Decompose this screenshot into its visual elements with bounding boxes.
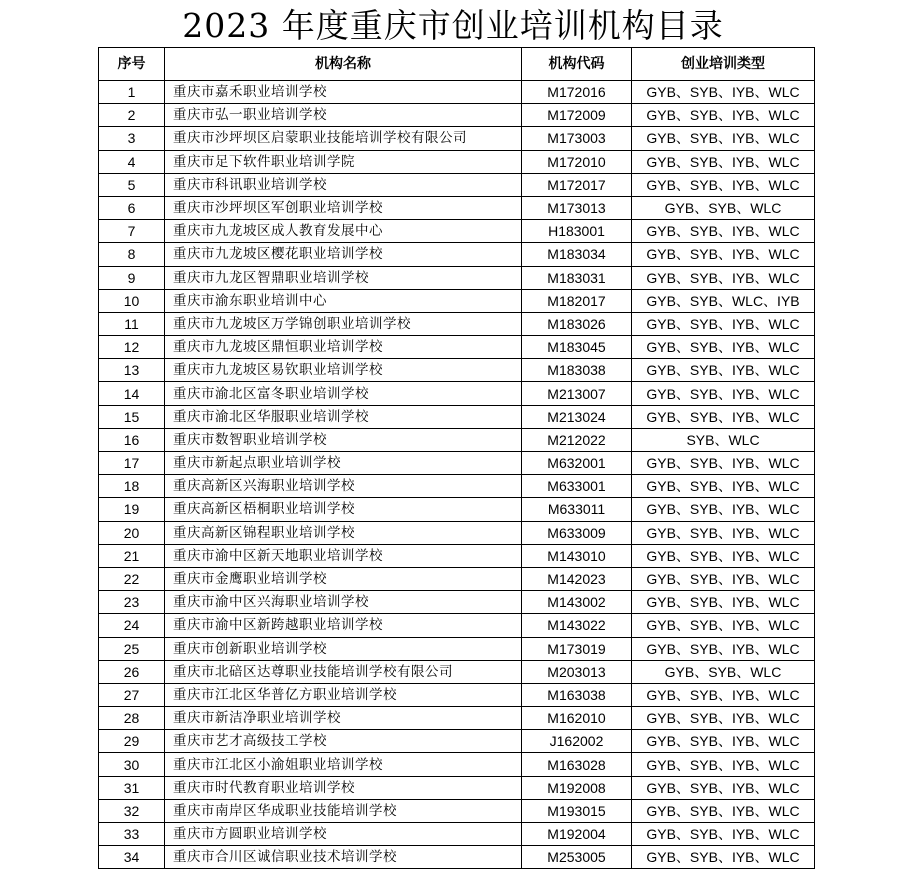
table-row <box>99 382 815 405</box>
table-row <box>99 127 815 150</box>
training-type: GYB、SYB、IYB、WLC <box>632 614 815 637</box>
institution-code: M173013 <box>522 196 632 219</box>
institution-code: M193015 <box>522 799 632 822</box>
table-row <box>99 753 815 776</box>
table-header-row <box>99 48 815 81</box>
row-index: 29 <box>99 730 165 753</box>
institution-code: M142023 <box>522 567 632 590</box>
training-type: GYB、SYB、IYB、WLC <box>632 243 815 266</box>
institution-name: 重庆市江北区小渝姐职业培训学校 <box>165 753 522 776</box>
training-type: GYB、SYB、IYB、WLC <box>632 336 815 359</box>
table-body <box>99 81 815 869</box>
table-row <box>99 567 815 590</box>
row-index: 19 <box>99 498 165 521</box>
training-type: GYB、SYB、IYB、WLC <box>632 823 815 846</box>
training-type: GYB、SYB、IYB、WLC <box>632 753 815 776</box>
institution-name: 重庆市新洁净职业培训学校 <box>165 707 522 730</box>
institution-name: 重庆市弘一职业培训学校 <box>165 104 522 127</box>
institution-code: M173019 <box>522 637 632 660</box>
row-index: 17 <box>99 452 165 475</box>
table-row <box>99 637 815 660</box>
institution-code: M632001 <box>522 452 632 475</box>
row-index: 11 <box>99 312 165 335</box>
institution-code: M172016 <box>522 81 632 104</box>
institution-name: 重庆市九龙坡区易钦职业培训学校 <box>165 359 522 382</box>
training-type: GYB、SYB、IYB、WLC <box>632 730 815 753</box>
training-type: GYB、SYB、IYB、WLC <box>632 220 815 243</box>
training-type: GYB、SYB、IYB、WLC <box>632 359 815 382</box>
table-row <box>99 544 815 567</box>
row-index: 28 <box>99 707 165 730</box>
institution-name: 重庆市合川区诚信职业技术培训学校 <box>165 846 522 869</box>
training-type: GYB、SYB、IYB、WLC <box>632 591 815 614</box>
row-index: 31 <box>99 776 165 799</box>
institution-code: M633001 <box>522 475 632 498</box>
row-index: 4 <box>99 150 165 173</box>
header-name: 机构名称 <box>165 48 522 81</box>
table-row <box>99 220 815 243</box>
table-row <box>99 243 815 266</box>
table-row <box>99 312 815 335</box>
institution-code: M173003 <box>522 127 632 150</box>
row-index: 24 <box>99 614 165 637</box>
page-title: 2023 年度重庆市创业培训机构目录 <box>182 6 724 45</box>
institution-name: 重庆市沙坪坝区军创职业培训学校 <box>165 196 522 219</box>
row-index: 15 <box>99 405 165 428</box>
institution-code: M253005 <box>522 846 632 869</box>
institution-name: 重庆市时代教育职业培训学校 <box>165 776 522 799</box>
institution-code: H183001 <box>522 220 632 243</box>
table-row <box>99 452 815 475</box>
institution-code: M163038 <box>522 683 632 706</box>
institution-name: 重庆市创新职业培训学校 <box>165 637 522 660</box>
institution-code: M172009 <box>522 104 632 127</box>
institution-name: 重庆市嘉禾职业培训学校 <box>165 81 522 104</box>
table-row <box>99 81 815 104</box>
training-type: GYB、SYB、IYB、WLC <box>632 266 815 289</box>
row-index: 10 <box>99 289 165 312</box>
training-type: GYB、SYB、IYB、WLC <box>632 312 815 335</box>
institution-name: 重庆市新起点职业培训学校 <box>165 452 522 475</box>
institution-code: M633011 <box>522 498 632 521</box>
institution-code: M183026 <box>522 312 632 335</box>
table-row <box>99 266 815 289</box>
row-index: 21 <box>99 544 165 567</box>
row-index: 2 <box>99 104 165 127</box>
row-index: 32 <box>99 799 165 822</box>
row-index: 9 <box>99 266 165 289</box>
table-row <box>99 521 815 544</box>
institution-table <box>98 47 815 869</box>
table-row <box>99 289 815 312</box>
institution-code: M212022 <box>522 428 632 451</box>
training-type: GYB、SYB、IYB、WLC <box>632 799 815 822</box>
institution-name: 重庆市渝中区新天地职业培训学校 <box>165 544 522 567</box>
institution-code: M183034 <box>522 243 632 266</box>
institution-name: 重庆市九龙坡区樱花职业培训学校 <box>165 243 522 266</box>
row-index: 3 <box>99 127 165 150</box>
row-index: 16 <box>99 428 165 451</box>
training-type: GYB、SYB、IYB、WLC <box>632 452 815 475</box>
table-row <box>99 730 815 753</box>
institution-name: 重庆市渝中区新跨越职业培训学校 <box>165 614 522 637</box>
institution-code: M183045 <box>522 336 632 359</box>
institution-name: 重庆市沙坪坝区启蒙职业技能培训学校有限公司 <box>165 127 522 150</box>
table-row <box>99 776 815 799</box>
row-index: 12 <box>99 336 165 359</box>
row-index: 33 <box>99 823 165 846</box>
row-index: 23 <box>99 591 165 614</box>
table-row <box>99 799 815 822</box>
training-type: GYB、SYB、IYB、WLC <box>632 776 815 799</box>
row-index: 18 <box>99 475 165 498</box>
training-type: GYB、SYB、IYB、WLC <box>632 544 815 567</box>
training-type: GYB、SYB、IYB、WLC <box>632 498 815 521</box>
institution-name: 重庆高新区锦程职业培训学校 <box>165 521 522 544</box>
training-type: GYB、SYB、IYB、WLC <box>632 567 815 590</box>
institution-name: 重庆市金鹰职业培训学校 <box>165 567 522 590</box>
table-row <box>99 359 815 382</box>
table-row <box>99 846 815 869</box>
institution-code: M163028 <box>522 753 632 776</box>
institution-code: M143022 <box>522 614 632 637</box>
row-index: 22 <box>99 567 165 590</box>
institution-name: 重庆市科讯职业培训学校 <box>165 173 522 196</box>
table-row <box>99 104 815 127</box>
institution-name: 重庆市九龙区智鼎职业培训学校 <box>165 266 522 289</box>
table-row <box>99 428 815 451</box>
row-index: 5 <box>99 173 165 196</box>
training-type: GYB、SYB、WLC <box>632 660 815 683</box>
row-index: 8 <box>99 243 165 266</box>
training-type: GYB、SYB、IYB、WLC <box>632 127 815 150</box>
table-row <box>99 707 815 730</box>
institution-name: 重庆市北碚区达尊职业技能培训学校有限公司 <box>165 660 522 683</box>
table-row <box>99 660 815 683</box>
institution-name: 重庆市九龙坡区万学锦创职业培训学校 <box>165 312 522 335</box>
table-row <box>99 173 815 196</box>
table-row <box>99 336 815 359</box>
training-type: GYB、SYB、IYB、WLC <box>632 637 815 660</box>
institution-name: 重庆市渝北区华服职业培训学校 <box>165 405 522 428</box>
training-type: GYB、SYB、IYB、WLC <box>632 475 815 498</box>
institution-code: M183031 <box>522 266 632 289</box>
table-row <box>99 196 815 219</box>
training-type: GYB、SYB、WLC <box>632 196 815 219</box>
institution-code: M162010 <box>522 707 632 730</box>
row-index: 14 <box>99 382 165 405</box>
table-row <box>99 591 815 614</box>
table-row <box>99 475 815 498</box>
institution-name: 重庆市九龙坡区成人教育发展中心 <box>165 220 522 243</box>
training-type: GYB、SYB、IYB、WLC <box>632 521 815 544</box>
institution-code: M213024 <box>522 405 632 428</box>
institution-code: M183038 <box>522 359 632 382</box>
row-index: 30 <box>99 753 165 776</box>
institution-code: M172017 <box>522 173 632 196</box>
table-row <box>99 823 815 846</box>
institution-name: 重庆市江北区华普亿方职业培训学校 <box>165 683 522 706</box>
institution-name: 重庆市艺才高级技工学校 <box>165 730 522 753</box>
training-type: GYB、SYB、IYB、WLC <box>632 405 815 428</box>
row-index: 13 <box>99 359 165 382</box>
training-type: GYB、SYB、WLC、IYB <box>632 289 815 312</box>
row-index: 34 <box>99 846 165 869</box>
table-row <box>99 683 815 706</box>
institution-name: 重庆高新区梧桐职业培训学校 <box>165 498 522 521</box>
institution-name: 重庆市渝东职业培训中心 <box>165 289 522 312</box>
training-type: GYB、SYB、IYB、WLC <box>632 150 815 173</box>
training-type: GYB、SYB、IYB、WLC <box>632 707 815 730</box>
row-index: 7 <box>99 220 165 243</box>
institution-code: M633009 <box>522 521 632 544</box>
institution-code: M143002 <box>522 591 632 614</box>
institution-name: 重庆市九龙坡区鼎恒职业培训学校 <box>165 336 522 359</box>
row-index: 25 <box>99 637 165 660</box>
training-type: GYB、SYB、IYB、WLC <box>632 382 815 405</box>
table-row <box>99 614 815 637</box>
institution-code: M192004 <box>522 823 632 846</box>
institution-name: 重庆高新区兴海职业培训学校 <box>165 475 522 498</box>
table-row <box>99 150 815 173</box>
header-code: 机构代码 <box>522 48 632 81</box>
institution-code: M192008 <box>522 776 632 799</box>
table-row <box>99 498 815 521</box>
institution-code: M172010 <box>522 150 632 173</box>
training-type: GYB、SYB、IYB、WLC <box>632 846 815 869</box>
institution-name: 重庆市足下软件职业培训学院 <box>165 150 522 173</box>
row-index: 6 <box>99 196 165 219</box>
institution-name: 重庆市方圆职业培训学校 <box>165 823 522 846</box>
row-index: 27 <box>99 683 165 706</box>
training-type: GYB、SYB、IYB、WLC <box>632 104 815 127</box>
row-index: 20 <box>99 521 165 544</box>
training-type: GYB、SYB、IYB、WLC <box>632 81 815 104</box>
institution-code: J162002 <box>522 730 632 753</box>
header-type: 创业培训类型 <box>632 48 815 81</box>
institution-name: 重庆市数智职业培训学校 <box>165 428 522 451</box>
training-type: SYB、WLC <box>632 428 815 451</box>
training-type: GYB、SYB、IYB、WLC <box>632 683 815 706</box>
row-index: 1 <box>99 81 165 104</box>
row-index: 26 <box>99 660 165 683</box>
training-type: GYB、SYB、IYB、WLC <box>632 173 815 196</box>
institution-code: M182017 <box>522 289 632 312</box>
header-index: 序号 <box>99 48 165 81</box>
institution-name: 重庆市渝北区富冬职业培训学校 <box>165 382 522 405</box>
institution-code: M213007 <box>522 382 632 405</box>
institution-code: M143010 <box>522 544 632 567</box>
institution-code: M203013 <box>522 660 632 683</box>
institution-name: 重庆市渝中区兴海职业培训学校 <box>165 591 522 614</box>
institution-name: 重庆市南岸区华成职业技能培训学校 <box>165 799 522 822</box>
table-row <box>99 405 815 428</box>
